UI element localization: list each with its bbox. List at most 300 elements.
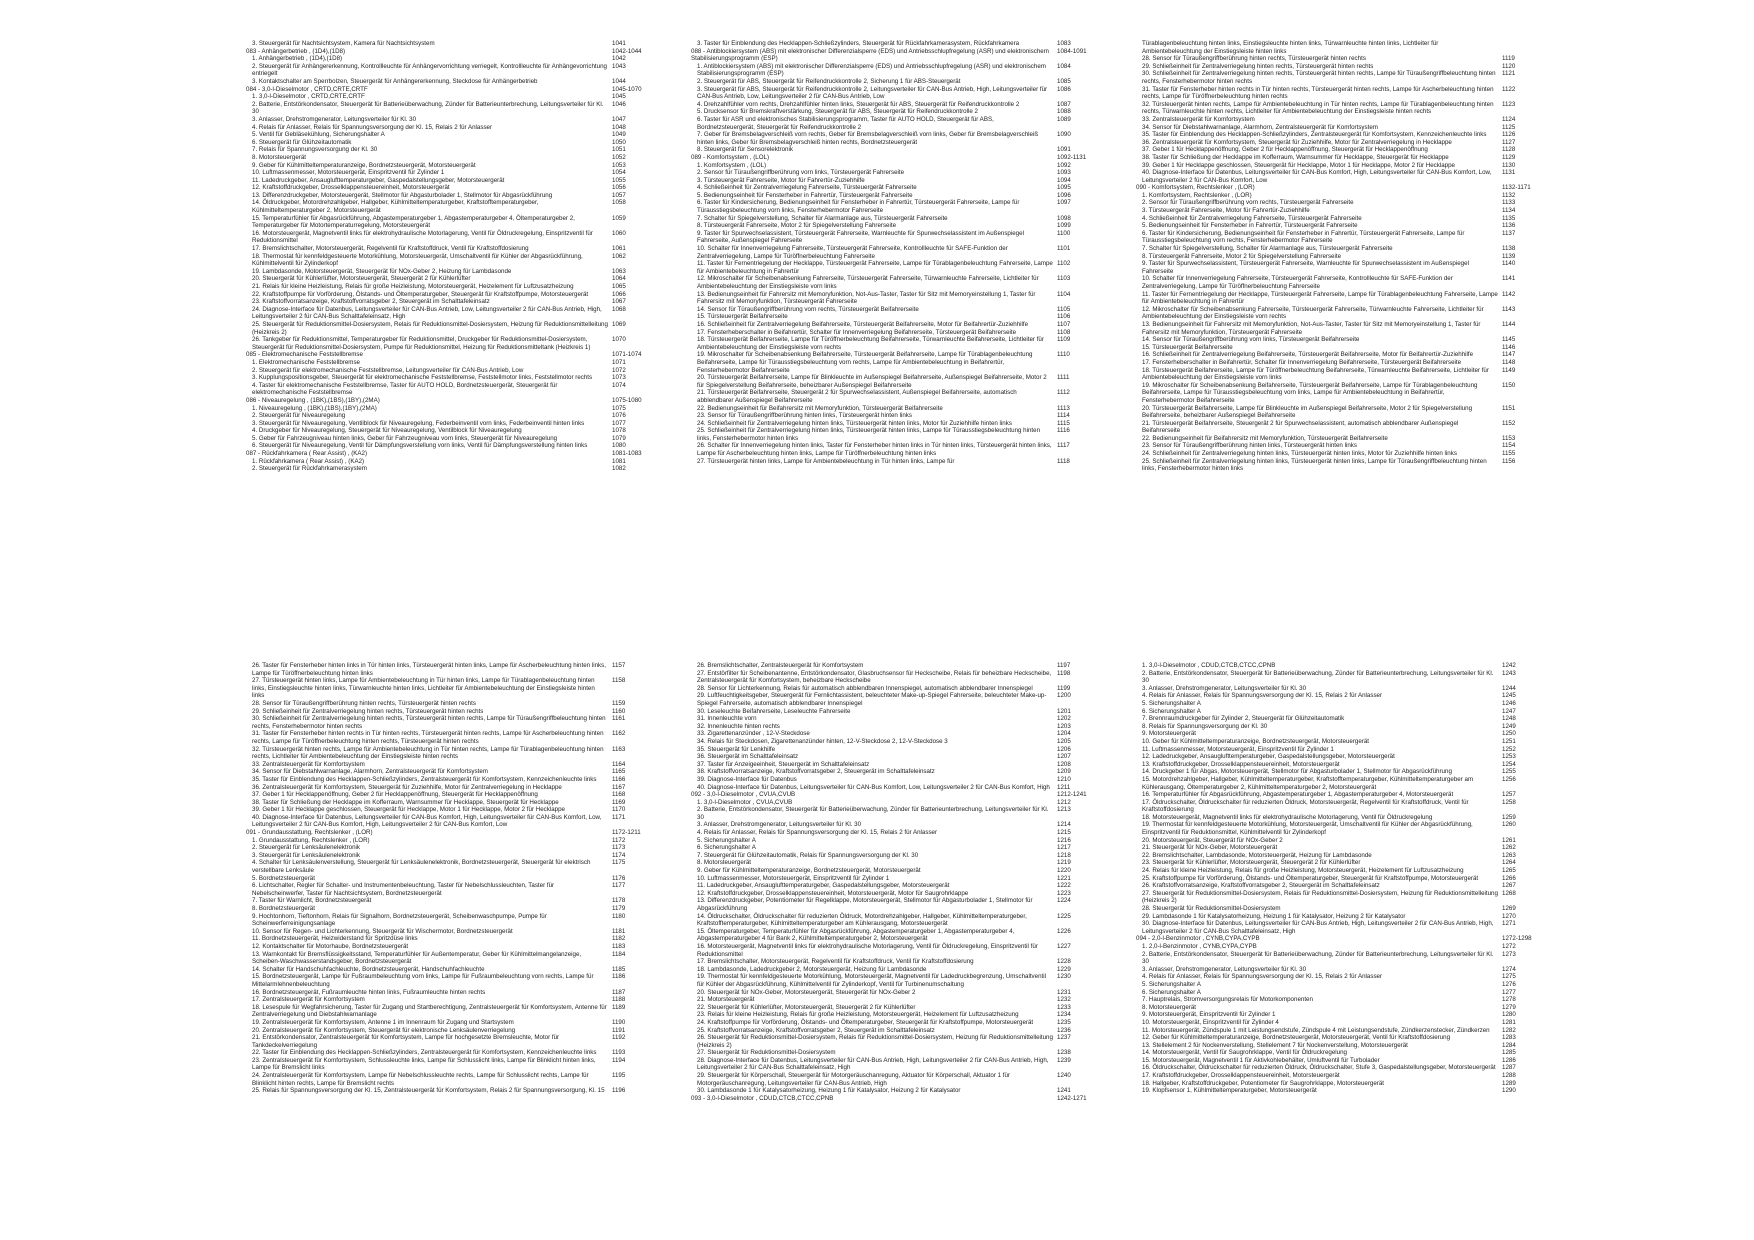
index-entry [1136, 321, 1546, 336]
entry-page-number: 1288 [1502, 1072, 1516, 1080]
index-entry [1136, 344, 1546, 352]
index-entry [691, 966, 1101, 974]
index-entry [691, 215, 1101, 223]
entry-page-number: 1154 [1502, 442, 1516, 450]
index-entry [246, 928, 656, 936]
entry-text: 4. Schließeinheit für Zentralverriegelung Fahrerseite, Türsteuergerät Fahrerseite [697, 184, 917, 192]
entry-page-number: 1192 [612, 1034, 626, 1042]
index-entry [1136, 844, 1546, 852]
entry-text: 26. Tankgeber für Reduktionsmittel, Temperaturgeber für Reduktionsmittel, Druckgeber für Reduktionsmittel-Dosiersystem, Steuergerät für Reduktionsmittel-Dosiersystem, Pumpe für Reduktionsmittel, Heizung für Reduktionsmitteltank (Heizkreis 1) [252, 336, 591, 351]
entry-text: 3. Steuergerät für Niveauregelung, Ventilblock für Niveauregelung, Federbeinventil vorn links, Federbeinventil hinten links [252, 419, 585, 427]
index-entry [691, 86, 1101, 101]
index-entry [246, 875, 656, 883]
entry-text: 6. Sicherungshalter A [1142, 707, 1201, 715]
index-entry [246, 93, 656, 101]
entry-page-number: 1084-1091 [1057, 47, 1087, 55]
entry-page-number: 1119 [1502, 55, 1515, 63]
entry-page-number: 1108 [1057, 328, 1071, 336]
entry-text: 22. Steuergerät für Kühlerlüfter, Motorsteuergerät, Steuergerät 2 für Kühlerlüfter [697, 1003, 916, 1011]
entry-text: 11. Motorsteuergerät, Zündspule 1 mit Leistungsendstufe, Zündspule 4 mit Leistungsendstufe, Zündkerzenstecker, Zündkerzen [1142, 1026, 1490, 1034]
entry-text: 28. Sensor für Türaußengriffberührung hinten rechts, Türsteuergerät hinten rechts [1142, 55, 1366, 63]
entry-page-number: 1083 [1057, 40, 1071, 47]
index-entry [246, 40, 656, 48]
entry-text: 18. Hallgeber, Kraftstoffdruckgeber, Potentiometer für Saugrohrklappe, Motorsteuergerät [1142, 1079, 1385, 1087]
entry-text: 18. Türsteuergerät Beifahrerseite, Lampe für Türöffnerbeleuchtung Beifahrerseite, Türwarnleuchte Beifahrerseite, Lichtleiter für Ambientebeleuchtung der Einstiegsleiste vorn rechts [697, 336, 1044, 351]
index-entry [246, 63, 656, 78]
entry-page-number: 1217 [1057, 844, 1071, 852]
index-entry [1136, 101, 1546, 116]
entry-page-number: 1249 [1502, 722, 1516, 730]
entry-page-number: 1168 [612, 791, 626, 799]
entry-page-number: 1222 [1057, 882, 1071, 890]
index-entry [1136, 215, 1546, 223]
entry-text: 27. Türsteuergerät hinten links, Lampe für Ambientebeleuchtung in Tür hinten links, Lampe für Türablagenbeleuchtung hinten links, Einstiegsleuchte hinten links, Türwarnleuchte hinten links, Lichtleiter für Ambientebeleuchtung der Einstiegsleiste hinten links [252, 677, 595, 700]
entry-page-number: 1100 [1057, 229, 1071, 237]
index-entry [1136, 1004, 1546, 1012]
index-entry [691, 867, 1101, 875]
entry-page-number: 1210 [1057, 775, 1071, 783]
section-entry [246, 86, 656, 94]
entry-page-number: 1145 [1502, 336, 1516, 344]
index-entry [691, 859, 1101, 867]
entry-text: 10. Schalter für Innenverriegelung Fahrerseite, Türsteuergerät Fahrerseite, Kontrollleuchte für SAFE-Funktion der Zentralverriegelung, Lampe für Türöffnerbeleuchtung Fahrerseite [697, 245, 1008, 260]
entry-text: 2. Steuergerät für Rückfahrkamerasystem [252, 465, 367, 473]
entry-page-number: 1185 [612, 965, 626, 973]
entry-page-number: 1099 [1057, 222, 1071, 230]
entry-page-number: 1092-1131 [1057, 153, 1087, 161]
entry-text: 5. Bedienungseinheit für Fensterheber in Fahrertür, Türsteuergerät Fahrerseite [697, 191, 913, 199]
entry-text: 8. Bordnetzsteuergerät [252, 905, 315, 912]
entry-page-number: 1250 [1502, 730, 1516, 738]
index-entry [246, 905, 656, 913]
entry-page-number: 1167 [612, 783, 626, 791]
index-entry [246, 230, 656, 245]
entry-page-number: 1106 [1057, 313, 1071, 321]
entry-text: 25. Kraftstoffpumpe für Vorförderung, Ölstands- und Öltemperaturgeber, Steuergerät für Kraftstoffpumpe, Motorsteuergerät [1142, 874, 1479, 882]
index-entry [1136, 154, 1546, 162]
entry-page-number: 1194 [612, 1056, 626, 1064]
entry-page-number: 1279 [1502, 1003, 1516, 1011]
entry-page-number: 1221 [1057, 874, 1071, 882]
index-entry [691, 730, 1101, 738]
index-entry [691, 222, 1101, 230]
entry-page-number: 1058 [612, 199, 626, 207]
index-entry [1136, 814, 1546, 822]
index-entry [246, 859, 656, 874]
entry-text: 20. Türsteuergerät Beifahrerseite, Lampe für Blinkleuchte im Außenspiegel Beifahrerseite, Außenspiegel Beifahrerseite, Motor 2 für Spiegelverstellung Beifahrerseite, beheizbarer Außenspiegel Beifahrerseite [697, 374, 1047, 389]
entry-page-number: 1136 [1502, 222, 1516, 230]
entry-text: 18. Motorsteuergerät, Magnetventil links für elektrohydraulische Motorlagerung, Ventil für Öldruckregelung [1142, 813, 1433, 821]
index-entry [1136, 799, 1546, 814]
entry-page-number: 1273 [1502, 950, 1516, 958]
index-entry [691, 662, 1101, 670]
entry-page-number: 1063 [612, 267, 626, 275]
entry-text: 12. Kraftstoffdruckgeber, Drosselklappensteuereinheit, Motorsteuergerät, Motor für Saugrohrklappe [697, 889, 969, 897]
entry-text: 11. Ladedruckgeber, Ansauglufttemperaturgeber, Gaspedalstellungsgeber, Motorsteuergerät [252, 176, 505, 184]
index-entry [691, 1034, 1101, 1049]
entry-page-number: 1115 [1057, 419, 1070, 427]
entry-text: 21. Steuergerät für NOx-Geber, Motorsteuergerät [1142, 844, 1278, 852]
index-entry [1136, 989, 1546, 997]
entry-text: 34. Relais für Steckdosen, Zigarettenanzünder hinten, 12-V-Steckdose 2, 12-V-Steckdose 3 [697, 737, 948, 745]
entry-page-number: 1195 [612, 1072, 626, 1080]
entry-page-number: 1123 [1502, 100, 1516, 108]
index-entry [691, 336, 1101, 351]
entry-page-number: 1211 [1057, 783, 1071, 791]
entry-text: 18. Lambdasonde, Ladedruckgeber 2, Motorsteuergerät, Heizung für Lambdasonde [697, 965, 927, 973]
index-entry [246, 412, 656, 420]
entry-text: 13. Kraftstoffdruckgeber, Drosselklappensteuereinheit, Motorsteuergerät [1142, 760, 1340, 768]
index-entry [1136, 1019, 1546, 1027]
entry-page-number: 1243 [1502, 669, 1516, 677]
entry-text: 31. Taster für Fensterheber hinten rechts in Tür hinten rechts, Türsteuergerät hinten rechts, Lampe für Ascherbeleuchtung hinten rechts, Lampe für Türöffnerbeleuchtung hinten rechts [1142, 85, 1494, 101]
index-entry [691, 799, 1101, 807]
index-entry [1136, 420, 1546, 435]
column-top-middle [691, 40, 1101, 600]
entry-page-number: 1093 [1057, 169, 1071, 177]
entry-text: 3. Steuergerät für Nachtsichtsystem, Kamera für Nachtsichtsystem [252, 40, 435, 47]
entry-text: 5. Sicherungshalter A [1142, 980, 1201, 988]
entry-text: 28. Diagnose-Interface für Datenbus, Leitungsverteiler für CAN-Bus Antrieb, High, Leitungsverteiler 2 für CAN-Bus Antrieb, High, Leitungsverteiler 2 für CAN-Bus Schalttafeleinsatz, High [697, 1056, 1049, 1072]
entry-text: 17. Öldruckschalter, Öldruckschalter für reduzierten Öldruck, Motorsteuergerät, Regelventil für Kraftstoffdruck, Ventil für Kraftstoffdosierung [1142, 798, 1469, 814]
index-entry [246, 814, 656, 829]
index-entry [1136, 351, 1546, 359]
index-entry [246, 761, 656, 769]
index-entry [1136, 435, 1546, 443]
entry-page-number: 1218 [1057, 851, 1071, 859]
entry-text: 8. Türsteuergerät Fahrerseite, Motor 2 für Spiegelverstellung Fahrerseite [697, 222, 897, 230]
index-entry [691, 746, 1101, 754]
entry-text: 4. Druckgeber für Niveauregelung, Steuergerät für Niveauregelung, Ventilblock für Niveauregelung [252, 427, 522, 435]
entry-text: 32. Türsteuergerät hinten rechts, Lampe für Ambientebeleuchtung in Tür hinten rechts, Lampe für Türablagenbeleuchtung hinten rechts, Türwarnleuchte hinten rechts, Lichtleiter für Ambientebeleuchtung der Einstiegsleiste hinten rechts [1142, 100, 1494, 116]
entry-text: 13. Warnkontakt für Bremsflüssigkeitsstand, Temperaturfühler für Außentemperatur, Geber für Kühlmittelmangelanzeige, Scheiben-Waschwasserstandsgeber, Bordnetzsteuergerät [252, 950, 582, 966]
entry-page-number: 1052 [612, 153, 626, 161]
index-entry [691, 321, 1101, 329]
entry-page-number: 1158 [612, 677, 626, 685]
index-entry [691, 723, 1101, 731]
index-entry [246, 662, 656, 677]
section-entry [246, 829, 656, 837]
entry-page-number: 1228 [1057, 958, 1071, 966]
entry-page-number: 1153 [1502, 434, 1516, 442]
entry-page-number: 1283 [1502, 1034, 1516, 1042]
entry-text: 089 - Komfortsystem , (LOL) [691, 153, 770, 161]
entry-text: 38. Taster für Schließung der Hecklappe im Kofferraum, Warnsummer für Hecklappe, Steuergerät für Hecklappe [252, 798, 559, 806]
index-entry [691, 996, 1101, 1004]
entry-text: 29. Luftfeuchtigkeitsgeber, Steuergerät für Fernlichtassistent, beleuchteter Make-up-Spiegel Fahrerseite, beleuchteter Make-up-Spiegel Fahrerseite, automatisch abblendbarer Innenspiegel [697, 692, 1047, 707]
index-entry [1136, 791, 1546, 799]
entry-text: 39. Diagnose-Interface für Datenbus [697, 775, 797, 783]
entry-page-number: 1286 [1502, 1056, 1516, 1064]
index-entry [1136, 1072, 1546, 1080]
entry-text: 094 - 2,0-l-Benzinmotor , CYNB,CYPA,CYPB [1136, 935, 1260, 943]
entry-text: 10. Motorsteuergerät, Einspritzventil für Zylinder 4 [1142, 1018, 1279, 1026]
index-entry [691, 412, 1101, 420]
index-entry [246, 1019, 656, 1027]
entry-text: 16. Motorsteuergerät, Magnetventil links für elektrohydraulische Motorlagerung, Ventil für Öldruckregelung, Einspritzventil für Reduktionsmittel [697, 942, 1038, 958]
entry-page-number: 1166 [612, 775, 626, 783]
entry-page-number: 1105 [1057, 305, 1071, 313]
index-entry [246, 799, 656, 807]
entry-text: 2. Batterie, Entstörkondensator, Steuergerät für Batterieüberwachung, Zünder für Batterieunterbrechung, Leitungsverteiler für Kl. 30 [1142, 669, 1494, 685]
entry-page-number: 1196 [612, 1087, 626, 1095]
entry-page-number: 1261 [1502, 836, 1516, 844]
entry-text: 3. Steuergerät für Lenksäulenelektronik [252, 851, 361, 859]
entry-page-number: 1223 [1057, 889, 1071, 897]
entry-page-number: 1098 [1057, 214, 1071, 222]
index-entry [691, 192, 1101, 200]
entry-text: 15. Öltemperaturgeber, Temperaturfühler für Abgasrückführung, Abgastemperaturgeber 1, Abgastemperaturgeber 4, Abgastemperaturgeber 4 für Bank 2, Kühlmitteltemperaturgeber 2, Motorsteuergerät [697, 927, 1015, 943]
index-entry [1136, 981, 1546, 989]
index-entry [1136, 768, 1546, 776]
entry-page-number: 1144 [1502, 320, 1516, 328]
index-entry [691, 389, 1101, 404]
index-entry [691, 913, 1101, 928]
index-entry [691, 427, 1101, 442]
entry-text: 10. Schalter für Innenverriegelung Fahrerseite, Türsteuergerät Fahrerseite, Kontrollleuchte für SAFE-Funktion der Zentralverriegelung, Lampe für Türöffnerbeleuchtung Fahrerseite [1142, 275, 1453, 290]
entry-page-number: 1160 [612, 707, 626, 715]
entry-page-number: 1277 [1502, 988, 1516, 996]
index-entry [246, 1027, 656, 1035]
entry-page-number: 1244 [1502, 684, 1516, 692]
entry-page-number: 1236 [1057, 1026, 1071, 1034]
entry-page-number: 1156 [1502, 457, 1516, 465]
entry-text: 17. Zentralsteuergerät für Komfortsystem [252, 996, 365, 1004]
index-entry [691, 1004, 1101, 1012]
entry-page-number: 1102 [1057, 260, 1071, 268]
entry-page-number: 1132-1171 [1502, 184, 1531, 192]
index-entry [1136, 1057, 1546, 1065]
entry-text: 2. Sensor für Türaußengriffberührung vorn rechts, Türsteuergerät Fahrerseite [1142, 199, 1354, 207]
entry-text: 33. Zentralsteuergerät für Komfortsystem [1142, 115, 1255, 123]
entry-text: 7. Brennraumdruckgeber für Zylinder 2, Steuergerät für Glühzeitautomatik [1142, 715, 1345, 723]
entry-text: 30. Leseleuchte Beifahrerseite, Leseleuchte Fahrerseite [697, 707, 851, 715]
entry-text: 19. Mikroschalter für Scheibenabsenkung Beifahrerseite, Türsteuergerät Beifahrerseite, Lampe für Türablagenbeleuchtung Beifahrerseite, Lampe für Türausstiegsbeleuchtung vorn rechts, Lampe für Ambientebeleuchtung in Beifahrertür, Fensterhebermotor Beifahrerseite [697, 351, 1033, 374]
index-entry [1136, 192, 1546, 200]
entry-text: 19. Zentralsteuergerät für Komfortsystem, Antenne 1 im Innenraum für Zugang und Startsystem [252, 1018, 514, 1026]
index-entry [246, 367, 656, 375]
index-entry [246, 852, 656, 860]
index-entry [246, 882, 656, 897]
entry-text: 25. Relais für Spannungsversorgung der Kl. 15, Zentralsteuergerät für Komfortsystem, Relais 2 für Spannungsversorgung, Kl. 15 [252, 1087, 605, 1095]
index-entry [1136, 913, 1546, 921]
index-entry [691, 199, 1101, 214]
index-entry [1136, 382, 1546, 405]
index-entry [691, 1087, 1101, 1095]
entry-page-number: 1252 [1502, 745, 1516, 753]
entry-page-number: 1256 [1502, 775, 1516, 783]
entry-page-number: 1068 [612, 305, 626, 313]
entry-text: 27. Entstörfilter für Scheibenantenne, Entstörkondensator, Glasbruchsensor für Heckscheibe, Relais für beheizbare Heckscheibe, Zentralsteuergerät für Komfortsystem, beheizbare Heckscheibe [697, 669, 1052, 685]
index-entry [246, 1057, 656, 1072]
entry-text: 34. Sensor für Diebstahlwarnanlage, Alarmhorn, Zentralsteuergerät für Komfortsystem [1142, 123, 1378, 131]
entry-text: 7. Hauptrelais, Stromversorgungsrelais für Motorkomponenten [1142, 996, 1313, 1004]
index-entry [1136, 730, 1546, 738]
entry-text: 37. Taster für Anzeigeeinheit, Steuergerät im Schalttafeleinsatz [697, 760, 870, 768]
entry-text: 12. Geber für Kühlmitteltemperaturanzeige, Bordnetzsteuergerät, Motorsteuergerät, Ventil für Kraftstoffdosierung [1142, 1034, 1451, 1042]
entry-text: 22. Taster für Einblendung des Hecklappen-Schließzylinders, Zentralsteuergerät für Komfortsystem, Kennzeichenleuchte links [252, 1049, 597, 1057]
entry-text: 2. Batterie, Entstörkondensator, Steuergerät für Batterieüberwachung, Zünder für Batterieunterbrechung, Leitungsverteiler für Kl. 30 [1142, 950, 1494, 966]
index-entry [246, 913, 656, 928]
entry-text: 37. Geber 1 für Hecklappenöffnung, Geber 2 für Hecklappenöffnung, Steuergerät für Hecklappenöffnung [1142, 146, 1428, 154]
entry-text: 27. Steuergerät für Reduktionsmittel-Dosiersystem, Relais für Reduktionsmittel-Dosiersystem, Heizung für Reduktionsmittelleitung (Heizkreis 2) [1142, 889, 1498, 905]
entry-page-number: 1155 [1502, 450, 1516, 458]
index-entry [1136, 162, 1546, 170]
entry-text: 11. Luftmassenmesser, Motorsteuergerät, Einspritzventil für Zylinder 1 [1142, 745, 1334, 753]
entry-page-number: 1232 [1057, 996, 1071, 1004]
entry-page-number: 1202 [1057, 715, 1071, 723]
entry-page-number: 1095 [1057, 184, 1071, 192]
entry-text: 7. Geber für Bremsbelagverschleiß vorn rechts, Geber für Bremsbelagverschleiß vorn links, Geber für Bremsbelagverschleiß hinten links, Geber für Bremsbelagverschleiß hinten rechts, Bordnetzsteuergerät [697, 131, 1039, 146]
entry-page-number: 1089 [1057, 115, 1071, 123]
section-entry [246, 450, 656, 458]
entry-text: 38. Taster für Schließung der Hecklappe im Kofferraum, Warnsummer für Hecklappe, Steuergerät für Hecklappe [1142, 153, 1449, 161]
index-entry [246, 78, 656, 86]
entry-page-number: 1234 [1057, 1011, 1071, 1019]
entry-text: 21. Entstörkondensator, Zentralsteuergerät für Komfortsystem, Lampe für hochgesetzte Bremsleuchte, Motor für Tankdeckelverriegelung [252, 1034, 560, 1049]
section-entry [246, 351, 656, 359]
entry-page-number: 1069 [612, 320, 626, 328]
entry-text: 22. Bedienungseinheit für Beifahrersitz mit Memoryfunktion, Türsteuergerät Beifahrerseite [697, 404, 943, 412]
entry-text: 39. Geber 1 für Hecklappe geschlossen, Steuergerät für Hecklappe, Motor 1 für Hecklappe, Motor 2 für Hecklappe [252, 806, 565, 814]
index-entry [246, 897, 656, 905]
entry-text: 090 - Komfortsystem, Rechtslenker , (LOR) [1136, 184, 1255, 192]
entry-text: 8. Motorsteuergerät [252, 153, 306, 161]
section-entry [691, 154, 1101, 162]
entry-page-number: 1269 [1502, 905, 1516, 912]
entry-page-number: 1139 [1502, 252, 1516, 260]
index-entry [1136, 70, 1546, 85]
entry-text: 24. Zentralsteuergerät für Komfortsystem, Lampe für Nebelschlussleuchte rechts, Lampe für Schlusslicht rechts, Lampe für Blinklicht hinten rechts, Lampe für Bremslicht rechts [252, 1072, 589, 1087]
entry-text: 3. Anlasser, Drehstromgenerator, Leitungsverteiler für Kl. 30 [1142, 684, 1307, 692]
entry-text: 1. Komfortsystem , (LOL) [697, 161, 767, 169]
entry-page-number: 1193 [612, 1049, 626, 1057]
entry-text: 5. Geber für Fahrzeugniveau hinten links, Geber für Fahrzeugniveau vorn links, Steuergerät für Niveauregelung [252, 434, 558, 442]
index-entry [691, 821, 1101, 829]
index-entry [1136, 1042, 1546, 1050]
entry-page-number: 1242-1271 [1057, 1094, 1087, 1102]
entry-text: 21. Motorsteuergerät [697, 996, 755, 1004]
entry-text: 24. Kraftstoffpumpe für Vorförderung, Ölstands- und Öltemperaturgeber, Steuergerät für Kraftstoffpumpe, Motorsteuergerät [697, 1018, 1034, 1026]
entry-page-number: 1215 [1057, 829, 1071, 837]
entry-text: 13. Bedienungseinheit für Fahrersitz mit Memoryfunktion, Not-Aus-Taster, Taster für Sitz mit Memoryeinstellung 1, Taster für Fahrersitz mit Memoryfunktion, Türsteuergerät Fahrerseite [697, 290, 1036, 306]
entry-text: 1. 3,0-l-Dieselmotor , CVUA,CVUB [697, 798, 793, 806]
entry-page-number: 1111 [1057, 374, 1070, 382]
entry-text: 2. Steuergerät für Anhängererkennung, Kontrollleuchte für Anhängervorrichtung verriegelt, Kontrollleuchte für Anhängevorrichtung entriegelt [252, 62, 607, 78]
entry-text: 31. Innenleuchte vorn [697, 715, 757, 723]
entry-text: 10. Sensor für Regen- und Lichterkennung, Steuergerät für Wischermotor, Bordnetzsteuergerät [252, 927, 513, 935]
index-entry [1136, 169, 1546, 184]
index-entry [1136, 867, 1546, 875]
entry-page-number: 1043 [612, 62, 626, 70]
column-bottom-left [246, 662, 656, 1222]
entry-page-number: 1237 [1057, 1034, 1071, 1042]
index-entry [246, 382, 656, 397]
entry-text: 20. Türsteuergerät Beifahrerseite, Lampe für Blinkleuchte im Außenspiegel Beifahrerseite, Motor 2 für Spiegelverstellung Beifahrerseite, beheizbarer Außenspiegel Beifahrerseite [1142, 404, 1473, 420]
index-entry [1136, 738, 1546, 746]
entry-text: 2. Batterie, Entstörkondensator, Steuergerät für Batterieüberwachung, Zünder für Batterieunterbrechung, Leitungsverteiler für Kl. 30 [697, 806, 1049, 821]
index-entry [246, 154, 656, 162]
entry-page-number: 1085 [1057, 77, 1071, 85]
entry-page-number: 1257 [1502, 791, 1516, 799]
entry-text: 26. Bremslichtschalter, Zentralsteuergerät für Komfortsystem [697, 662, 864, 669]
entry-page-number: 1127 [1502, 138, 1516, 146]
entry-text: 34. Sensor für Diebstahlwarnanlage, Alarmhorn, Zentralsteuergerät für Komfortsystem [252, 768, 488, 776]
entry-page-number: 1117 [1057, 442, 1070, 450]
entry-text: 40. Diagnose-Interface für Datenbus, Leitungsverteiler für CAN-Bus Komfort, High, Leitungsverteiler für CAN-Bus Komfort, Low, Leitungsverteiler 2 für CAN-Bus Komfort, Low [1142, 169, 1492, 184]
entry-text: 35. Steuergerät für Lenkhilfe [697, 745, 776, 753]
entry-page-number: 1225 [1057, 912, 1071, 920]
entry-text: 25. Kraftstoffvorratsanzeige, Kraftstoffvorratsgeber 2, Steuergerät im Schalttafeleinsatz [697, 1026, 935, 1034]
entry-page-number: 1230 [1057, 973, 1071, 981]
entry-page-number: 1118 [1057, 457, 1070, 465]
index-entry [246, 268, 656, 276]
index-entry [246, 253, 656, 268]
entry-text: 20. Steuergerät für NOx-Geber, Motorsteuergerät, Steuergerät für NOx-Geber 2 [697, 988, 916, 996]
entry-page-number: 1150 [1502, 381, 1516, 389]
entry-page-number: 1090 [1057, 131, 1071, 139]
index-entry [246, 943, 656, 951]
entry-page-number: 1189 [612, 1003, 626, 1011]
entry-page-number: 1163 [612, 745, 626, 753]
entry-page-number: 1284 [1502, 1041, 1516, 1049]
index-entry [246, 298, 656, 306]
index-entry [691, 882, 1101, 890]
entry-text: 17. Bremslichtschalter, Motorsteuergerät, Regelventil für Kraftstoffdruck, Ventil für Kraftstoffdosierung [697, 958, 974, 966]
index-entry [1136, 1049, 1546, 1057]
entry-page-number: 1086 [1057, 85, 1071, 93]
entry-text: 26. Schalter für Innenverriegelung hinten links, Taster für Fensterheber hinten links in Tür hinten links, Türsteuergerät hinten links, Lampe für Ascherbeleuchtung hinten links, Lampe für Türöffnerbeleuchtung hinten links [697, 442, 1052, 458]
entry-page-number: 1075-1080 [612, 396, 642, 404]
entry-text: 2. Steuergerät für Lenksäulenelektronik [252, 844, 361, 852]
index-entry [1136, 146, 1546, 154]
entry-page-number: 1207 [1057, 753, 1071, 761]
entry-page-number: 1116 [1057, 427, 1070, 435]
index-entry [246, 427, 656, 435]
index-entry [1136, 753, 1546, 761]
entry-page-number: 1065 [612, 283, 626, 290]
entry-text: 35. Taster für Einblendung des Hecklappen-Schließzylinders, Zentralsteuergerät für Komfortsystem, Kennzeichenleuchte links [1142, 131, 1487, 139]
entry-page-number: 1174 [612, 851, 626, 859]
index-entry [691, 958, 1101, 966]
entry-page-number: 1149 [1502, 366, 1516, 374]
index-entry [246, 162, 656, 170]
entry-page-number: 1064 [612, 275, 626, 283]
column-bottom-right [1136, 662, 1546, 1222]
entry-page-number: 1044 [612, 77, 626, 85]
entry-page-number: 1152 [1502, 419, 1516, 427]
entry-text: 15. Motordrehzahlgeber, Hallgeber, Kühlmitteltemperaturgeber, Kraftstofftemperaturgeber, Kühlmitteltemperaturgeber am Kühlerausgang, Öltemperaturgeber 2, Kühlmitteltemperaturgeber 2, Motorsteuergerät [1142, 775, 1474, 791]
entry-page-number: 1181 [612, 927, 626, 935]
entry-text: 14. Öldruckschalter, Öldruckschalter für reduzierten Öldruck, Motordrehzahlgeber, Hallgeber, Kühlmitteltemperaturgeber, Kraftstofftemperaturgeber, Kühlmitteltemperaturgeber am Kühlerausgang, Motorsteuergerät [697, 912, 1027, 928]
entry-page-number: 1112 [1057, 389, 1070, 397]
entry-text: 24. Schließeinheit für Zentralverriegelung hinten links, Türsteuergerät hinten links, Motor für Zuziehhilfe hinten links [1142, 450, 1457, 458]
entry-page-number: 1170 [612, 806, 626, 814]
column-top-left [246, 40, 656, 600]
entry-text: 28. Sensor für Lichterkennung, Relais für automatisch abblendbaren Innenspiegel, automatisch abblendbarer Innenspiegel [697, 684, 1033, 692]
index-entry [1136, 692, 1546, 700]
entry-text: 6. Taster für Kindersicherung, Bedienungseinheit für Fensterheber in Fahrertür, Türsteuergerät Fahrerseite, Lampe für Türausstiegsbeleuchtung vorn rechts, Fensterhebermotor Fahrerseite [1142, 229, 1465, 245]
index-entry [1136, 139, 1546, 147]
entry-text: 23. Zentralsteuergerät für Komfortsystem, Schlussleuchte links, Lampe für Schlusslicht links, Lampe für Blinklicht hinten links, Lampe für Bremslicht links [252, 1056, 596, 1072]
entry-page-number: 1287 [1502, 1064, 1516, 1072]
entry-text: 19. Thermostat für kennfeldgesteuerte Motorkühlung, Motorsteuergerät, Magnetventil für Ladedruckbegrenzung, Umschaltventil für Kühler der Abgasrückführung, Kühlmittelventil für Zylinderkopf, Ventil für Turbinenumschaltung [697, 973, 1046, 988]
index-entry [691, 776, 1101, 784]
index-entry [246, 291, 656, 299]
entry-page-number: 1060 [612, 229, 626, 237]
entry-page-number: 1169 [612, 798, 626, 806]
entry-text: 16. Schließeinheit für Zentralverriegelung Beifahrerseite, Türsteuergerät Beifahrerseite, Motor für Beifahrertür-Zuziehhilfe [697, 320, 1029, 328]
